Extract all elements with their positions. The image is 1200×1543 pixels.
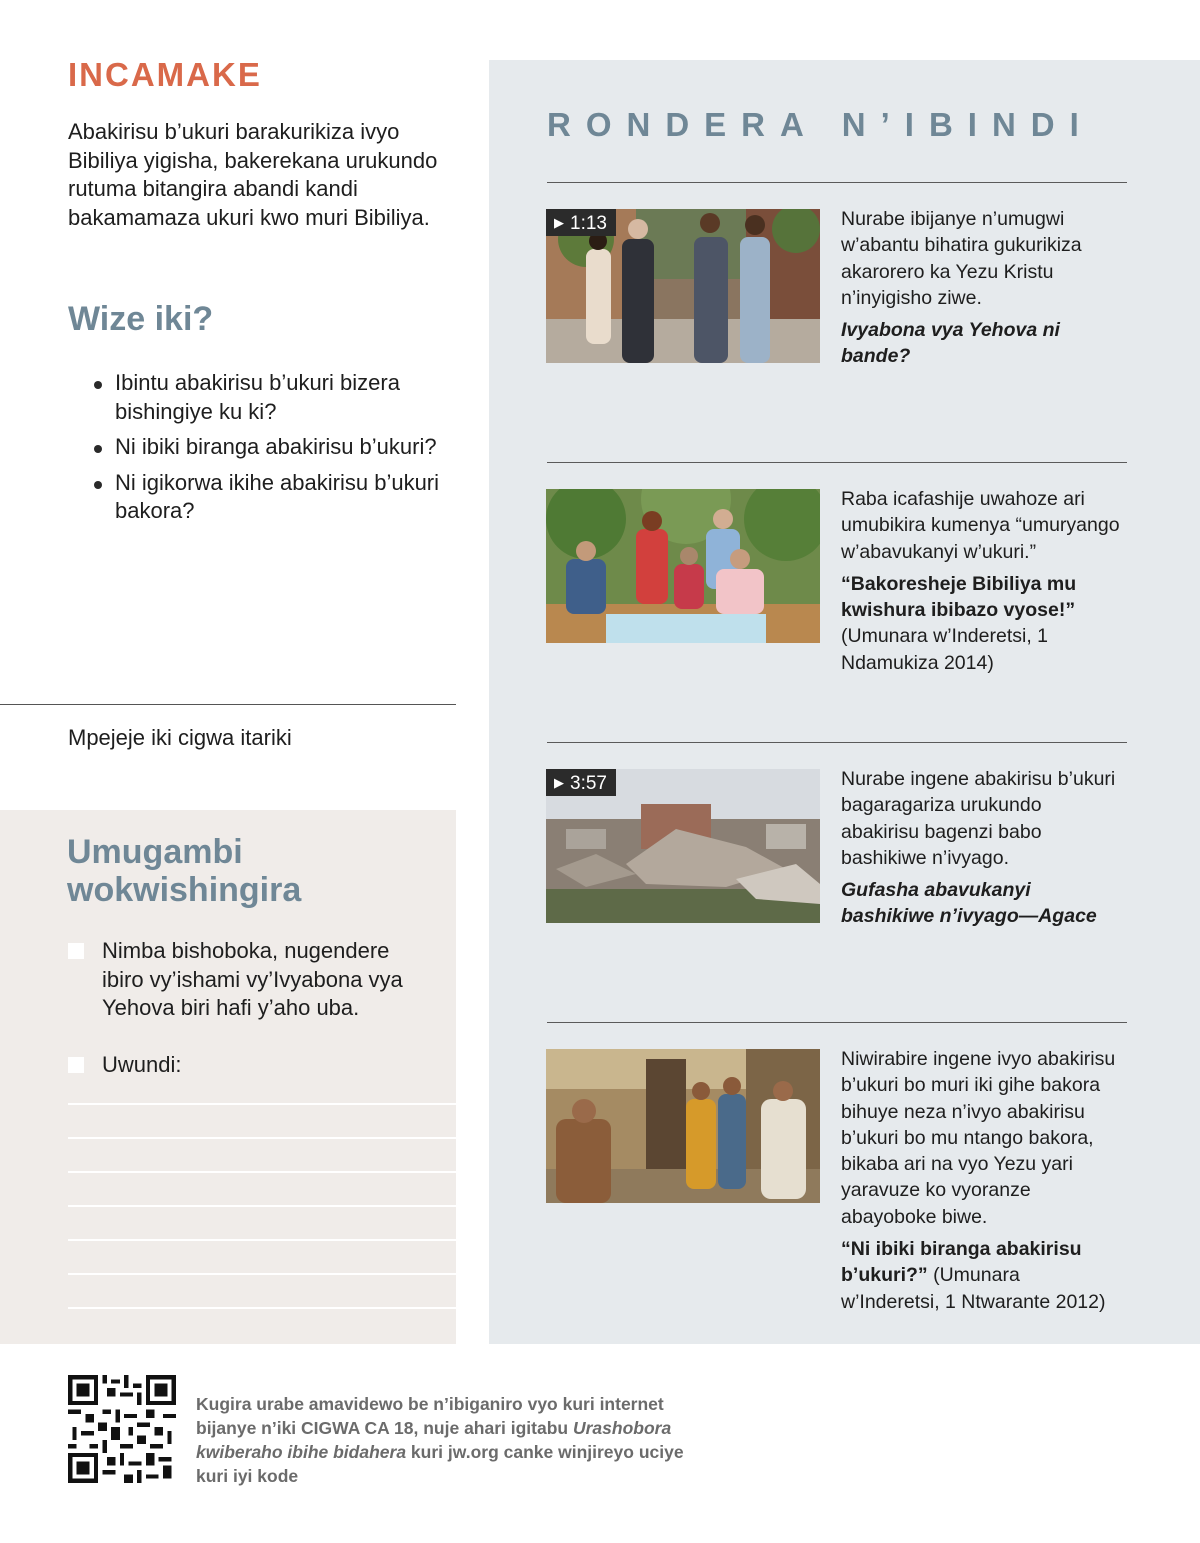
section-divider	[0, 704, 456, 705]
qr-code-icon[interactable]	[68, 1375, 176, 1483]
summary-text: Abakirisu b’ukuri barakurikiza ivyo Bibiliya yigisha, bakerekana urukundo rutuma bitangira abandi kandi bakamamaza ukuri kwo muri Bibiliya.	[68, 119, 438, 230]
item-divider	[547, 182, 1127, 183]
play-icon: ▶	[554, 775, 564, 790]
learn-more-item	[841, 766, 1123, 930]
write-in-line[interactable]	[68, 1205, 456, 1207]
learn-more-item	[841, 486, 1123, 676]
goal-option-other[interactable]	[68, 1051, 432, 1080]
write-in-line[interactable]	[68, 1307, 456, 1309]
video-thumbnail-street-conversation[interactable]	[546, 209, 820, 363]
learn-more-item	[841, 1046, 1123, 1315]
goal-option-label: Nimba bishoboka, nugendere ibiro vy’ishami vy’Ivyabona vya Yehova biri hafi y’aho uba.	[102, 938, 403, 1020]
review-question-list	[92, 369, 452, 533]
review-question: Ibintu abakirisu b’ukuri bizera bishingiye ku ki?	[92, 369, 452, 426]
video-title-link[interactable]: Gufasha abavukanyi bashikiwe n’ivyago—Agace	[841, 879, 1097, 928]
item-description: Raba icafashije uwahoze ari umubikira kumenya “umuryango w’abavukanyi w’ukuri.”	[841, 488, 1120, 563]
item-divider	[547, 462, 1127, 463]
learn-more-title: RONDERA N’IBINDI	[547, 106, 1094, 143]
video-thumbnail-disaster-relief[interactable]	[546, 769, 820, 923]
goal-title: Umugambi wokwishingira	[67, 833, 302, 909]
article-title[interactable]: “Bakoresheje Bibiliya mu kwishura ibibazo vyose!”	[841, 572, 1077, 622]
learn-more-item	[841, 206, 1123, 370]
write-in-line[interactable]	[68, 1273, 456, 1275]
early-christians-image	[546, 1049, 820, 1203]
write-in-line[interactable]	[68, 1171, 456, 1173]
video-title-link[interactable]: Ivyabona vya Yehova ni bande?	[841, 319, 1060, 368]
book-title: Urashobora kwiberaho ibihe bidahera	[196, 1418, 672, 1462]
item-description: Nurabe ibijanye n’umugwi w’abantu bihatira gukurikiza akarorero ka Yezu Kristu n’inyigisho ziwe.	[841, 208, 1082, 309]
goal-option-label: Uwundi:	[102, 1052, 182, 1077]
summary-title: INCAMAKE	[68, 56, 262, 93]
article-image-early-christians	[546, 1049, 820, 1203]
family-meal-image	[546, 489, 820, 643]
item-divider	[547, 1022, 1127, 1023]
item-divider	[547, 742, 1127, 743]
completion-date-label: Mpejeje iki cigwa itariki	[68, 725, 292, 750]
write-in-line[interactable]	[68, 1137, 456, 1139]
item-description: Niwirabire ingene ivyo abakirisu b’ukuri bo muri iki gihe bakora bihuye neza n’ivyo abakirisu b’ukuri bo mu ntango bakora, bikaba ari na vyo Yezu yari yaravuze ko vyoranze abayoboke biwe.	[841, 1048, 1116, 1228]
review-question: Ni ibiki biranga abakirisu b’ukuri?	[92, 433, 452, 462]
write-in-line[interactable]	[68, 1239, 456, 1241]
footer-note: Kugira urabe amavidewo be n’ibiganiro vyo kuri internet bijanye n’iki CIGWA CA 18, nuje ahari igitabu Urashobora kwiberaho ibihe bidahera kuri jw.org canke winjireyo uciye kuri iyi kode	[196, 1394, 684, 1486]
article-source: (Umunara w’Inderetsi, 1 Ntwarante 2012)	[841, 1264, 1106, 1313]
article-image-family-meal	[546, 489, 820, 643]
article-title-link[interactable]	[841, 571, 1123, 676]
goal-option-visit-branch[interactable]	[68, 937, 432, 1023]
item-description: Nurabe ingene abakirisu b’ukuri bagaragariza urukundo abakirisu bagenzi babo bashikiwe n’ivyago.	[841, 768, 1116, 869]
article-source: (Umunara w’Inderetsi, 1 Ndamukiza 2014)	[841, 625, 1048, 674]
video-duration-badge: ▶ 1:13	[546, 209, 616, 236]
play-icon: ▶	[554, 215, 564, 230]
article-title[interactable]: “Ni ibiki biranga abakirisu b’ukuri?”	[841, 1238, 1082, 1287]
checkbox-icon[interactable]	[68, 943, 84, 959]
review-title: Wize iki?	[68, 300, 214, 338]
article-title-link[interactable]	[841, 1236, 1123, 1315]
review-question: Ni igikorwa ikihe abakirisu b’ukuri bakora?	[92, 469, 452, 526]
video-duration-badge: ▶ 3:57	[546, 769, 616, 796]
write-in-line[interactable]	[68, 1103, 456, 1105]
checkbox-icon[interactable]	[68, 1057, 84, 1073]
